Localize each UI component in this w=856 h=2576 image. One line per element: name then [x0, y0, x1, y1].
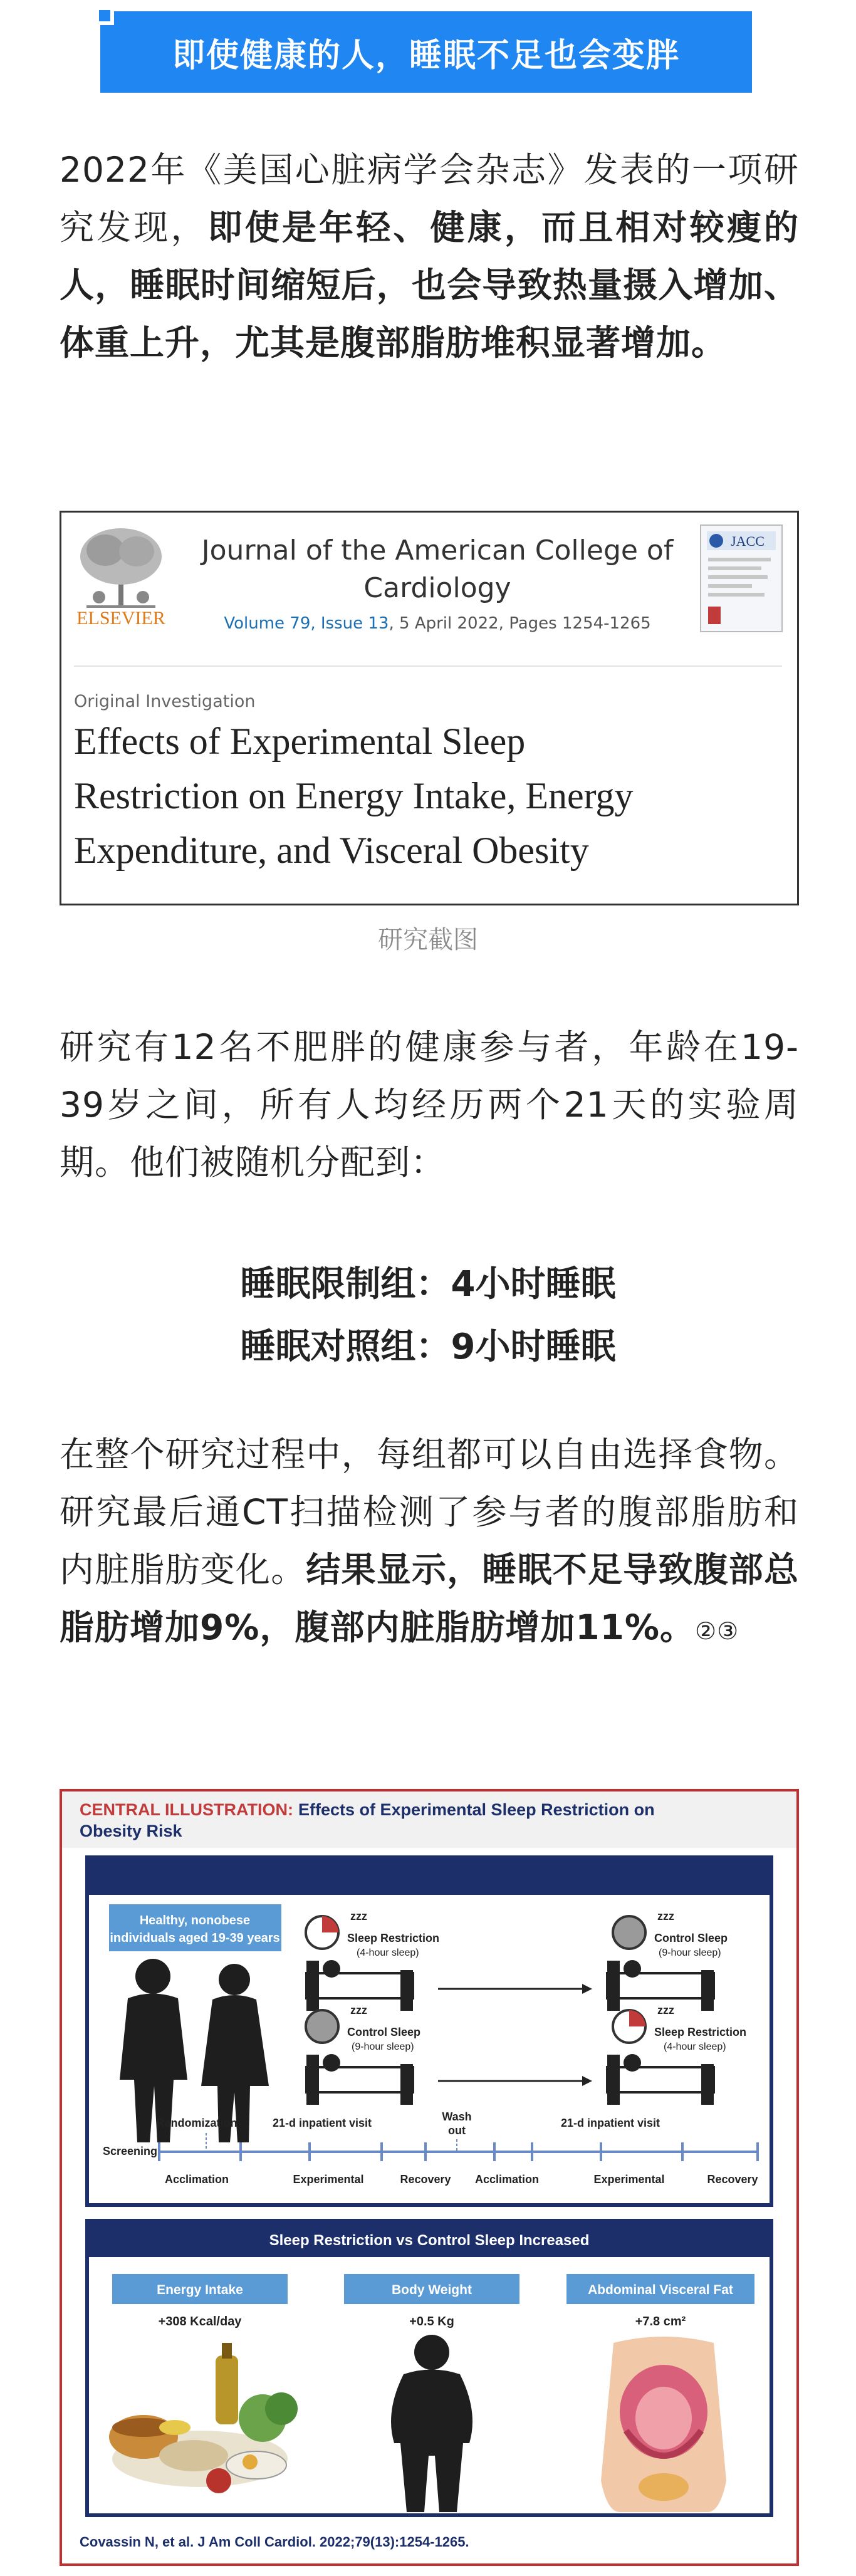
result-visceral-value: +7.8 cm² — [635, 2315, 686, 2328]
central-illustration-svg — [62, 1791, 796, 2563]
cs-label-1: Control Sleep — [347, 2026, 421, 2038]
journal-screenshot-svg — [61, 513, 797, 904]
sr-sub-2: (4-hour sleep) — [664, 2042, 726, 2052]
sr-label-2: Sleep Restriction — [654, 2026, 747, 2038]
washout-line2: out — [448, 2124, 466, 2137]
group-control: 睡眠对照组：9小时睡眠 — [240, 1327, 616, 1367]
volume-details: , 5 April 2022, Pages 1254-1265 — [389, 614, 651, 633]
reference-marks[interactable]: ②③ — [695, 1617, 739, 1645]
result-weight-value: +0.5 Kg — [409, 2315, 454, 2328]
study-design-header — [87, 1857, 771, 1895]
results-bold-text: 结果显示，睡眠不足导致腹部总脂肪增加9%，腹部内脏脂肪增加11%。 — [60, 1550, 799, 1647]
results-text: 在整个研究过程中，每组都可以自由选择食物。研究最后通CT扫描检测了参与者的腹部脂肪和内脏脂肪变化。 — [60, 1434, 799, 1590]
journal-name-line1: Journal of the American College of — [201, 534, 674, 566]
phase-acclimation-2: Acclimation — [474, 2173, 540, 2186]
washout-line1: Wash — [442, 2110, 472, 2123]
participants-line2: individuals aged 19-39 years — [110, 1931, 280, 1945]
elsevier-logo — [74, 525, 168, 613]
results-paragraph — [60, 1426, 799, 1660]
cs-label-2: Control Sleep — [654, 1932, 728, 1944]
clock-red-1 — [306, 1916, 338, 1949]
zzz-3: zzz — [657, 1910, 674, 1922]
phase-recovery-1: Recovery — [400, 2173, 451, 2186]
illustration-citation: Covassin N, et al. J Am Coll Cardiol. 2022;79(13):1254-1265. — [80, 2534, 469, 2550]
clock-grey-1 — [306, 2010, 338, 2043]
elsevier-wordmark: ELSEVIER — [76, 608, 165, 628]
screenshot-caption: 研究截图 — [378, 926, 478, 954]
intro-bold-text: 即使是年轻、健康，而且相对较瘦的人，睡眠时间缩短后，也会导致热量摄入增加、体重上升，尤其是腹部脂肪堆积显著增加。 — [60, 207, 799, 363]
abdomen-illustration — [601, 2337, 726, 2512]
results-header: Sleep Restriction vs Control Sleep Increased — [269, 2232, 590, 2249]
cs-sub-1: (9-hour sleep) — [352, 2042, 414, 2052]
banner-title: 即使健康的人，睡眠不足也会变胖 — [172, 36, 680, 75]
result-weight-label: Body Weight — [392, 2283, 472, 2297]
visit1-label: 21-d inpatient visit — [272, 2117, 372, 2129]
clock-red-2 — [613, 2010, 645, 2043]
heading-rest-line2: Obesity Risk — [80, 1822, 182, 1840]
central-illustration — [60, 1789, 799, 2566]
journal-screenshot — [60, 511, 799, 905]
article-title-line2: Restriction on Energy Intake, Energy — [74, 775, 634, 816]
heading-rest-line1: Effects of Experimental Sleep Restriction on — [298, 1800, 655, 1819]
screening-label: Screening — [103, 2145, 158, 2157]
journal-volume-line — [224, 614, 650, 633]
intro-text: 2022年《美国心脏病学会杂志》发表的一项研究发现， — [60, 150, 799, 248]
clock-grey-2 — [613, 1916, 645, 1949]
sr-sub-1: (4-hour sleep) — [357, 1948, 419, 1958]
jacc-badge: JACC — [731, 533, 765, 549]
heading-red: CENTRAL ILLUSTRATION: — [80, 1800, 293, 1819]
zzz-2: zzz — [350, 2004, 367, 2016]
section-banner — [100, 11, 752, 93]
phase-acclimation-1: Acclimation — [164, 2173, 229, 2186]
study-paragraph: 研究有12名不肥胖的健康参与者，年龄在19-39岁之间，所有人均经历两个21天的实验周期。他们被随机分配到： — [60, 1027, 799, 1182]
result-energy-value: +308 Kcal/day — [158, 2315, 242, 2328]
jacc-cover-thumbnail — [701, 525, 782, 632]
result-visceral-label: Abdominal Visceral Fat — [588, 2283, 733, 2297]
intro-paragraph — [60, 141, 799, 372]
article-title-line3: Expenditure, and Visceral Obesity — [74, 830, 589, 871]
sr-label-1: Sleep Restriction — [347, 1932, 440, 1944]
randomization-label: Randomization — [156, 2117, 237, 2129]
zzz-4: zzz — [657, 2004, 674, 2016]
group-restriction: 睡眠限制组：4小时睡眠 — [240, 1264, 616, 1305]
banner-corner — [95, 6, 114, 25]
participants-line1: Healthy, nonobese — [139, 1914, 251, 1927]
volume-link[interactable]: Volume 79, Issue 13 — [224, 614, 389, 633]
cs-sub-2: (9-hour sleep) — [659, 1948, 721, 1958]
result-energy-label: Energy Intake — [157, 2283, 243, 2297]
journal-name-line2: Cardiology — [363, 572, 511, 604]
illustration-heading — [80, 1800, 655, 1819]
phase-experimental-2: Experimental — [593, 2173, 665, 2186]
article-title-line1: Effects of Experimental Sleep — [74, 721, 526, 762]
section-label: Original Investigation — [74, 692, 256, 711]
visit2-label: 21-d inpatient visit — [560, 2117, 660, 2129]
zzz-1: zzz — [350, 1910, 367, 1922]
phase-experimental-1: Experimental — [293, 2173, 364, 2186]
phase-recovery-2: Recovery — [707, 2173, 758, 2186]
